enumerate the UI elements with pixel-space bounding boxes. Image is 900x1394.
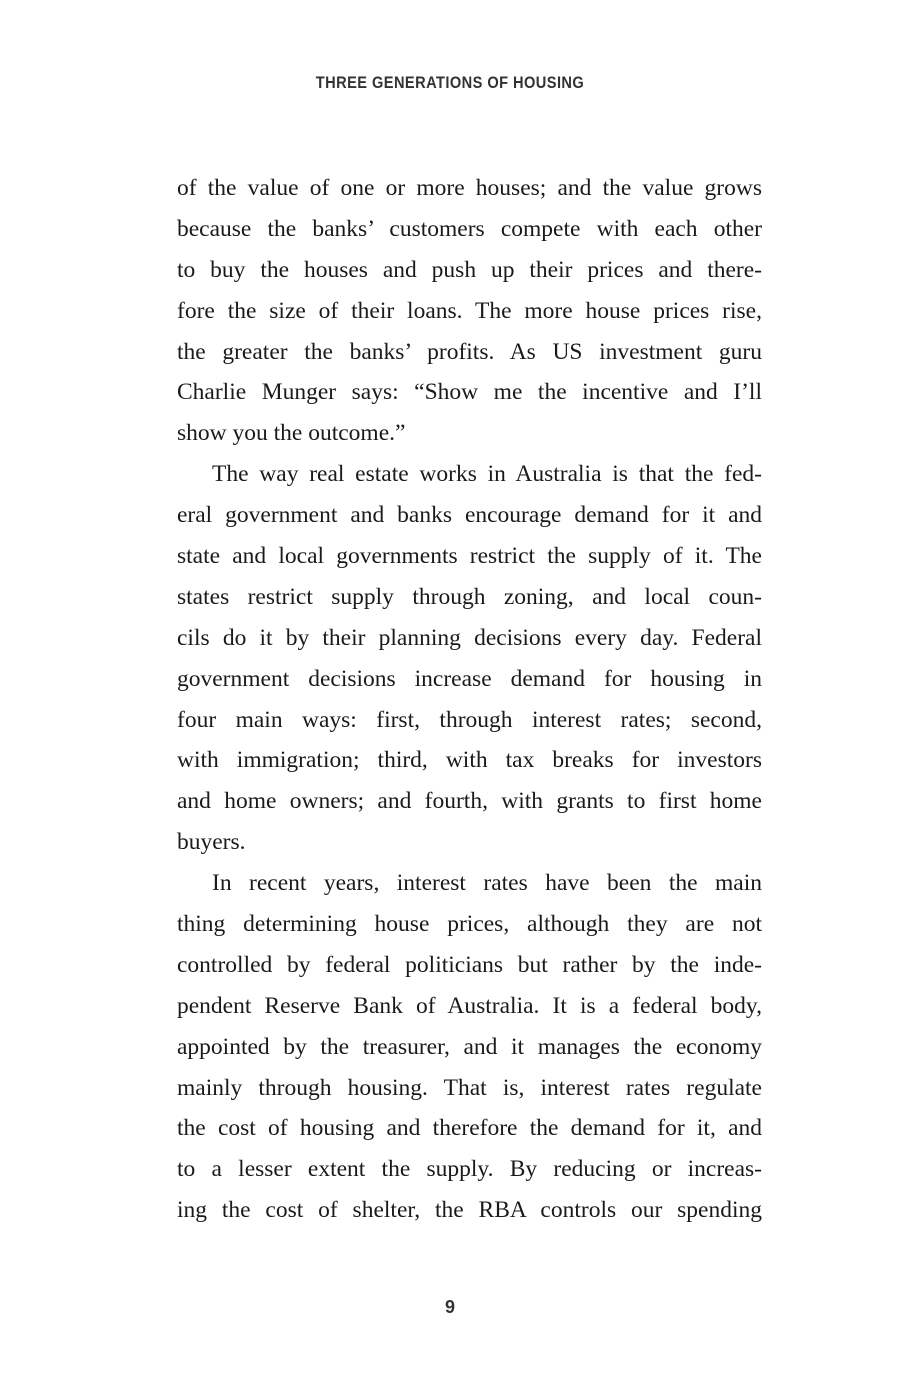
text-line: pendent Reserve Bank of Australia. It is a federal body, xyxy=(177,992,762,1019)
text-line: mainly through housing. That is, interest rates regulate xyxy=(177,1074,762,1101)
text-line: controlled by federal politicians but rather by the inde- xyxy=(177,951,762,978)
paragraph-2 xyxy=(177,454,762,863)
page-number: 9 xyxy=(444,1297,455,1317)
text-line: with immigration; third, with tax breaks for investors xyxy=(177,747,762,774)
text-line: show you the outcome.” xyxy=(177,420,406,447)
text-line: state and local governments restrict the supply of it. The xyxy=(177,543,762,570)
body-text xyxy=(177,168,762,1231)
paragraph-1 xyxy=(177,168,762,454)
text-line: government decisions increase demand for housing in xyxy=(177,665,762,692)
text-line: the greater the banks’ profits. As US investment guru xyxy=(177,338,762,365)
text-line: to a lesser extent the supply. By reducing or increas- xyxy=(177,1156,762,1183)
text-line: fore the size of their loans. The more house prices rise, xyxy=(177,297,762,324)
text-line: Charlie Munger says: “Show me the incentive and I’ll xyxy=(177,379,762,406)
text-line: four main ways: first, through interest rates; second, xyxy=(177,706,762,733)
text-line: buyers. xyxy=(177,829,246,856)
text-line: and home owners; and fourth, with grants to first home xyxy=(177,788,762,815)
text-line: ing the cost of shelter, the RBA controls our spending xyxy=(177,1197,762,1224)
text-line: the cost of housing and therefore the demand for it, and xyxy=(177,1115,762,1142)
text-line: eral government and banks encourage demand for it and xyxy=(177,502,762,529)
text-line: appointed by the treasurer, and it manages the economy xyxy=(177,1033,762,1060)
text-line: states restrict supply through zoning, and local coun- xyxy=(177,583,762,610)
paragraph-3 xyxy=(177,863,762,1231)
text-line: The way real estate works in Australia is that the fed- xyxy=(212,461,762,488)
text-line: of the value of one or more houses; and the value grows xyxy=(177,175,762,201)
text-line: In recent years, interest rates have been the main xyxy=(212,870,762,897)
text-line: to buy the houses and push up their prices and there- xyxy=(177,256,762,283)
running-head: THREE GENERATIONS OF HOUSING xyxy=(315,73,585,92)
text-line: cils do it by their planning decisions every day. Federal xyxy=(177,624,762,651)
text-line: thing determining house prices, although they are not xyxy=(177,911,762,938)
text-line: because the banks’ customers compete with each other xyxy=(177,215,762,242)
